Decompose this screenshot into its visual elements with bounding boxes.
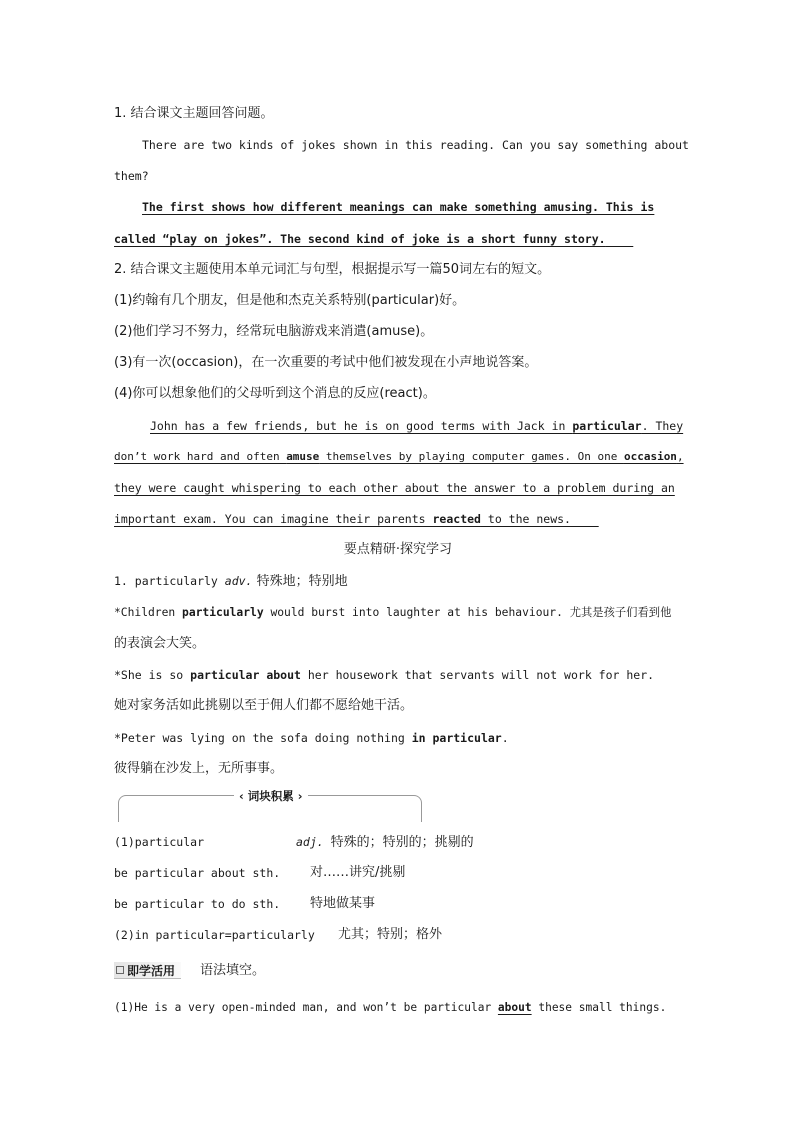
chunk-row-2: be particular about sth. 对……讲究/挑剔 (114, 865, 406, 880)
q2-hint-4: (4)你可以想象他们的父母听到这个消息的反应(react)。 (114, 386, 436, 401)
q1-prompt-line1: There are two kinds of jokes shown in this reading. Can you say something about (142, 138, 689, 152)
q2-hint-3: (3)有一次(occasion)，在一次重要的考试中他们被发现在小声地说答案。 (114, 355, 538, 370)
square-icon (116, 966, 124, 974)
practice-instruction: 语法填空。 (200, 963, 266, 978)
chunk-row-3: be particular to do sth. 特地做某事 (114, 896, 376, 911)
practice-question-1: (1)He is a very open-minded man, and won’t be particular about these small things. (114, 1001, 667, 1014)
point1-example1: *Children particularly would burst into laughter at his behaviour. 尤其是孩子们看到他 (114, 606, 672, 619)
q1-prompt-line2: them? (114, 169, 149, 183)
q2-hint-1: (1)约翰有几个朋友，但是他和杰克关系特别(particular)好。 (114, 293, 466, 308)
q1-answer-line1: The first shows how different meanings can make something amusing. This is (142, 200, 655, 214)
q2-hint-2: (2)他们学习不努力，经常玩电脑游戏来消遣(amuse)。 (114, 324, 434, 339)
practice-answer-1: about (497, 1001, 532, 1014)
chunk-box-title: ‹ 词块积累 › (234, 788, 308, 804)
essay-line1: John has a few friends, but he is on good terms with Jack in particular. They (150, 419, 684, 433)
q1-title: 1. 结合课文主题回答问题。 (114, 106, 274, 121)
q1-answer-line2: called “play on jokes”. The second kind of joke is a short funny story. (114, 232, 606, 246)
q2-title: 2. 结合课文主题使用本单元词汇与句型，根据提示写一篇50词左右的短文。 (114, 262, 551, 277)
point1-example2: *She is so particular about her housework that servants will not work for her. (114, 668, 655, 682)
essay-line4: important exam. You can imagine their parents reacted to the news. (114, 512, 571, 526)
point1-example2-translation: 她对家务活如此挑剔以至于佣人们都不愿给她干活。 (114, 698, 414, 713)
point1-example1-cont: 的表演会大笑。 (114, 636, 206, 651)
section-title: 要点精研·探究学习 (343, 542, 453, 557)
chunk-row-1: (1)particular adj. 特殊的；特别的；挑剔的 (114, 835, 474, 850)
point1-example3: *Peter was lying on the sofa doing nothing in particular. (114, 731, 509, 745)
point1-heading: 1. particularly adv. 特殊地；特别地 (114, 574, 348, 589)
essay-line3: they were caught whispering to each other about the answer to a problem during an (114, 481, 675, 495)
point1-example3-translation: 彼得躺在沙发上，无所事事。 (114, 761, 284, 776)
essay-line2: don’t work hard and often amuse themselves by playing computer games. On one occasion, (114, 450, 684, 463)
practice-tag: 即学活用 (114, 962, 181, 979)
chunk-row-4: (2)in particular=particularly 尤其；特别；格外 (114, 927, 443, 942)
